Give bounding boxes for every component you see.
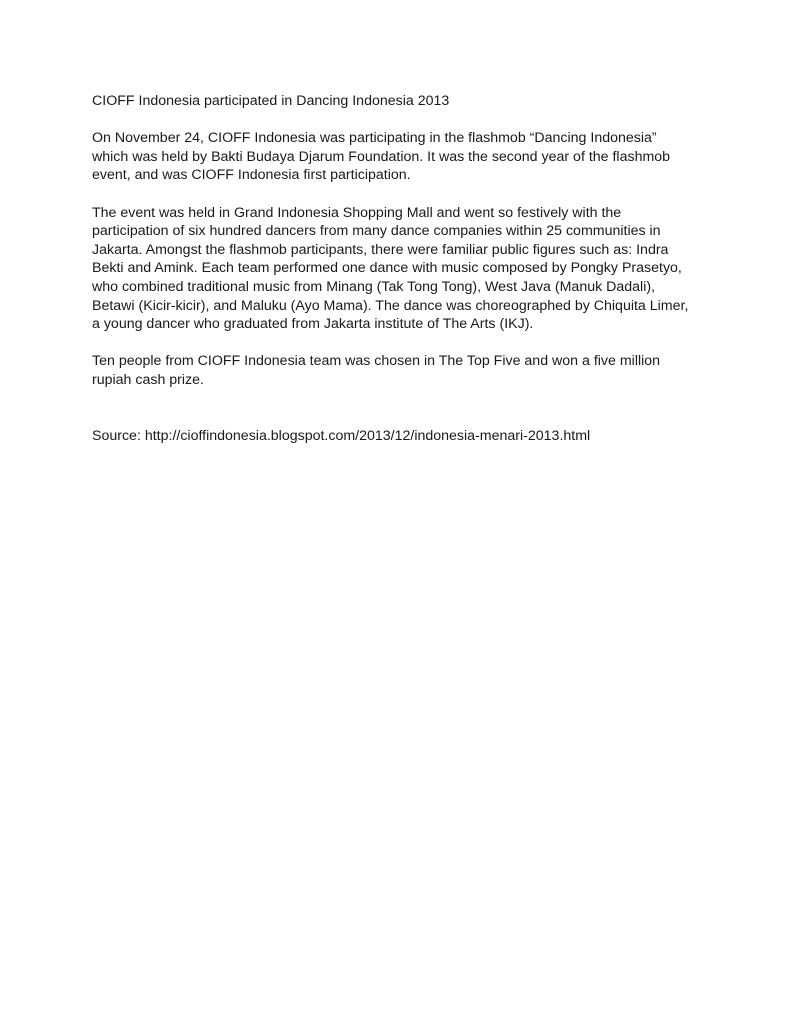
paragraph-line: The event was held in Grand Indonesia Shopping Mall and went so festively with the bbox=[92, 204, 622, 221]
paragraph-line: which was held by Bakti Budaya Djarum Foundation. It was the second year of the flashmob bbox=[92, 148, 671, 165]
paragraph-line: Betawi (Kicir-kicir), and Maluku (Ayo Mama). The dance was choreographed by Chiquita Limer, bbox=[92, 297, 689, 314]
document-title: CIOFF Indonesia participated in Dancing Indonesia 2013 bbox=[92, 93, 450, 109]
paragraph-event-details bbox=[92, 204, 732, 334]
paragraph-line: Bekti and Amink. Each team performed one dance with music composed by Pongky Prasetyo, bbox=[92, 260, 682, 277]
paragraph-line: who combined traditional music from Minang (Tak Tong Tong), West Java (Manuk Dadali), bbox=[92, 278, 656, 295]
paragraph-result bbox=[92, 352, 732, 389]
paragraph-line: Ten people from CIOFF Indonesia team was chosen in The Top Five and won a five million bbox=[92, 353, 661, 370]
paragraph-line: event, and was CIOFF Indonesia first participation. bbox=[92, 167, 411, 184]
document-page bbox=[92, 92, 732, 445]
paragraph-line: Jakarta. Amongst the flashmob participants, there were familiar public figures such as: Indra bbox=[92, 241, 669, 258]
paragraph-line: participation of six hundred dancers from many dance companies within 25 communities in bbox=[92, 223, 661, 240]
paragraph-event-intro bbox=[92, 129, 732, 185]
source-citation: Source: http://cioffindonesia.blogspot.com/2013/12/indonesia-menari-2013.html bbox=[92, 427, 591, 444]
paragraph-line: rupiah cash prize. bbox=[92, 371, 204, 388]
spacer bbox=[92, 408, 732, 427]
paragraph-line: a young dancer who graduated from Jakarta institute of The Arts (IKJ). bbox=[92, 316, 534, 333]
paragraph-line: On November 24, CIOFF Indonesia was participating in the flashmob “Dancing Indonesia” bbox=[92, 130, 657, 147]
